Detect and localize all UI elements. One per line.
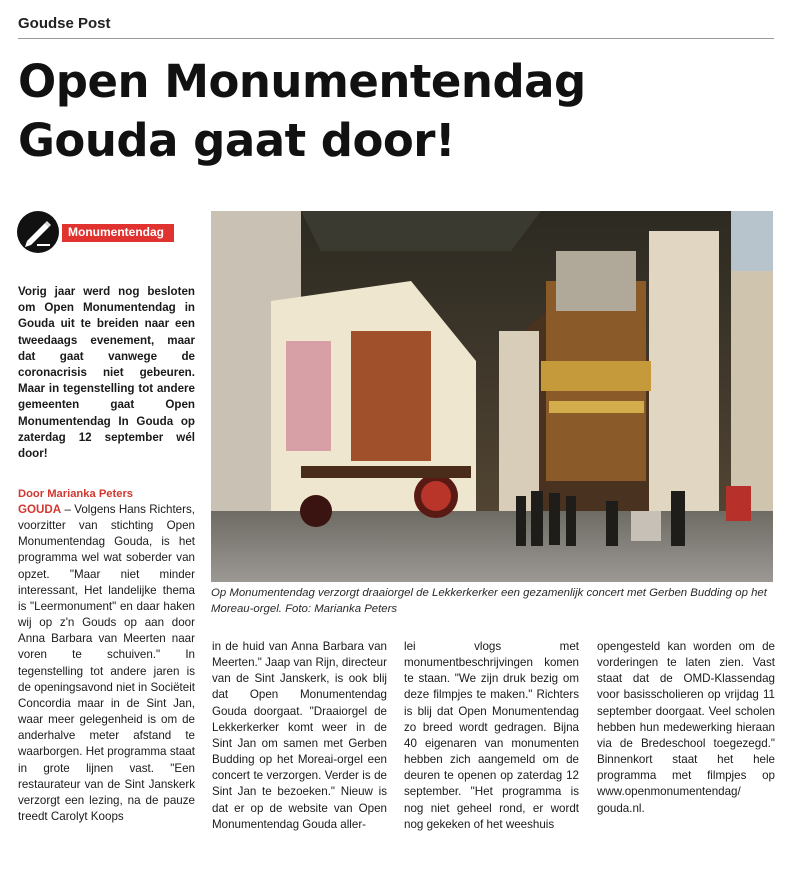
body-column-3: lei vlogs met monumentbeschrijvingen komen te staan. "We zijn druk bezig om deze filmpjes te maken." Richters is blij dat Open Monumentendag zo breed wordt gedragen. Bijna 40 eigenaren van monumenten hebben zich aangemeld om de deuren te openen op zaterdag 12 september. "Het programma is nog niet geheel rond, er wordt nog gekeken of het weeshuis [404, 640, 579, 831]
article-photo [211, 211, 773, 582]
dateline: GOUDA [18, 503, 62, 516]
body-column-1-text: – Volgens Hans Richters, voorzitter van stichting Open Monumentendag Gouda, is het programma wel wat soberder van opzet. "Maar niet minder interessant, Het landelijke thema is "Leermonument" en daar haken wij op z'n Gouds op aan door Anna Barbara van Meerten naar voren te schuiven." In tegenstelling tot andere jaren is de openingsavond niet in Sociëteit Concordia maar in de Sint Jan, waar meer gelegenheid is om de anderhalve meter afstand te waarborgen. Het programma staat in grote lijnen vast. "Een restaurateur van de Sint Janskerk verzorgt een lezing, na de pauze treedt Carolyt Koops [18, 503, 195, 823]
section-rubric: Monumentendag [62, 224, 174, 242]
photo-caption: Op Monumentendag verzorgt draaiorgel de Lekkerkerker een gezamenlijk concert met Gerben Budding op het Moreau-orgel. Foto: Marianka Peters [211, 587, 767, 615]
body-column-4: opengesteld kan worden om de vorderingen te laten zien. Vast staat dat de OMD-Klassendag voor basisscholieren op vrijdag 11 september doorgaat. Veel scholen hebben hun medewerking hieraan via de Bredeschool toegezegd." Binnenkort staat het hele programma met filmpjes op www.openmonumentendag/ gouda.nl. [597, 640, 775, 815]
pen-writing-icon [17, 211, 59, 253]
article-intro: Vorig jaar werd nog besloten om Open Monumentendag in Gouda uit te breiden naar een tweedaags evenement, maar dat gaat vanwege de coronacrisis niet gebeuren. Maar in tegenstelling tot andere gemeenten gaat Open Monumentendag In Gouda op zaterdag 12 september wél door! [18, 285, 195, 461]
body-column-2: in de huid van Anna Barbara van Meerten." Jaap van Rijn, directeur van de Sint Janskerk, is ook blij dat Open Monumentendag Gouda doorgaat. "Draaiorgel de Lekkerkerker komt weer in de Sint Jan om samen met Gerben Budding op het Moreai-orgel een concert te verzorgen. Verder is de Sint Jan te bezoeken." Nieuw is dat er op de website van Open Monumentendag Gouda aller- [212, 640, 387, 831]
masthead: Goudse Post [18, 15, 111, 32]
body-column-1 [18, 502, 195, 825]
top-rule [18, 38, 774, 39]
headline: Open Monumentendag Gouda gaat door! [18, 55, 586, 167]
byline: Door Marianka Peters [18, 488, 134, 500]
